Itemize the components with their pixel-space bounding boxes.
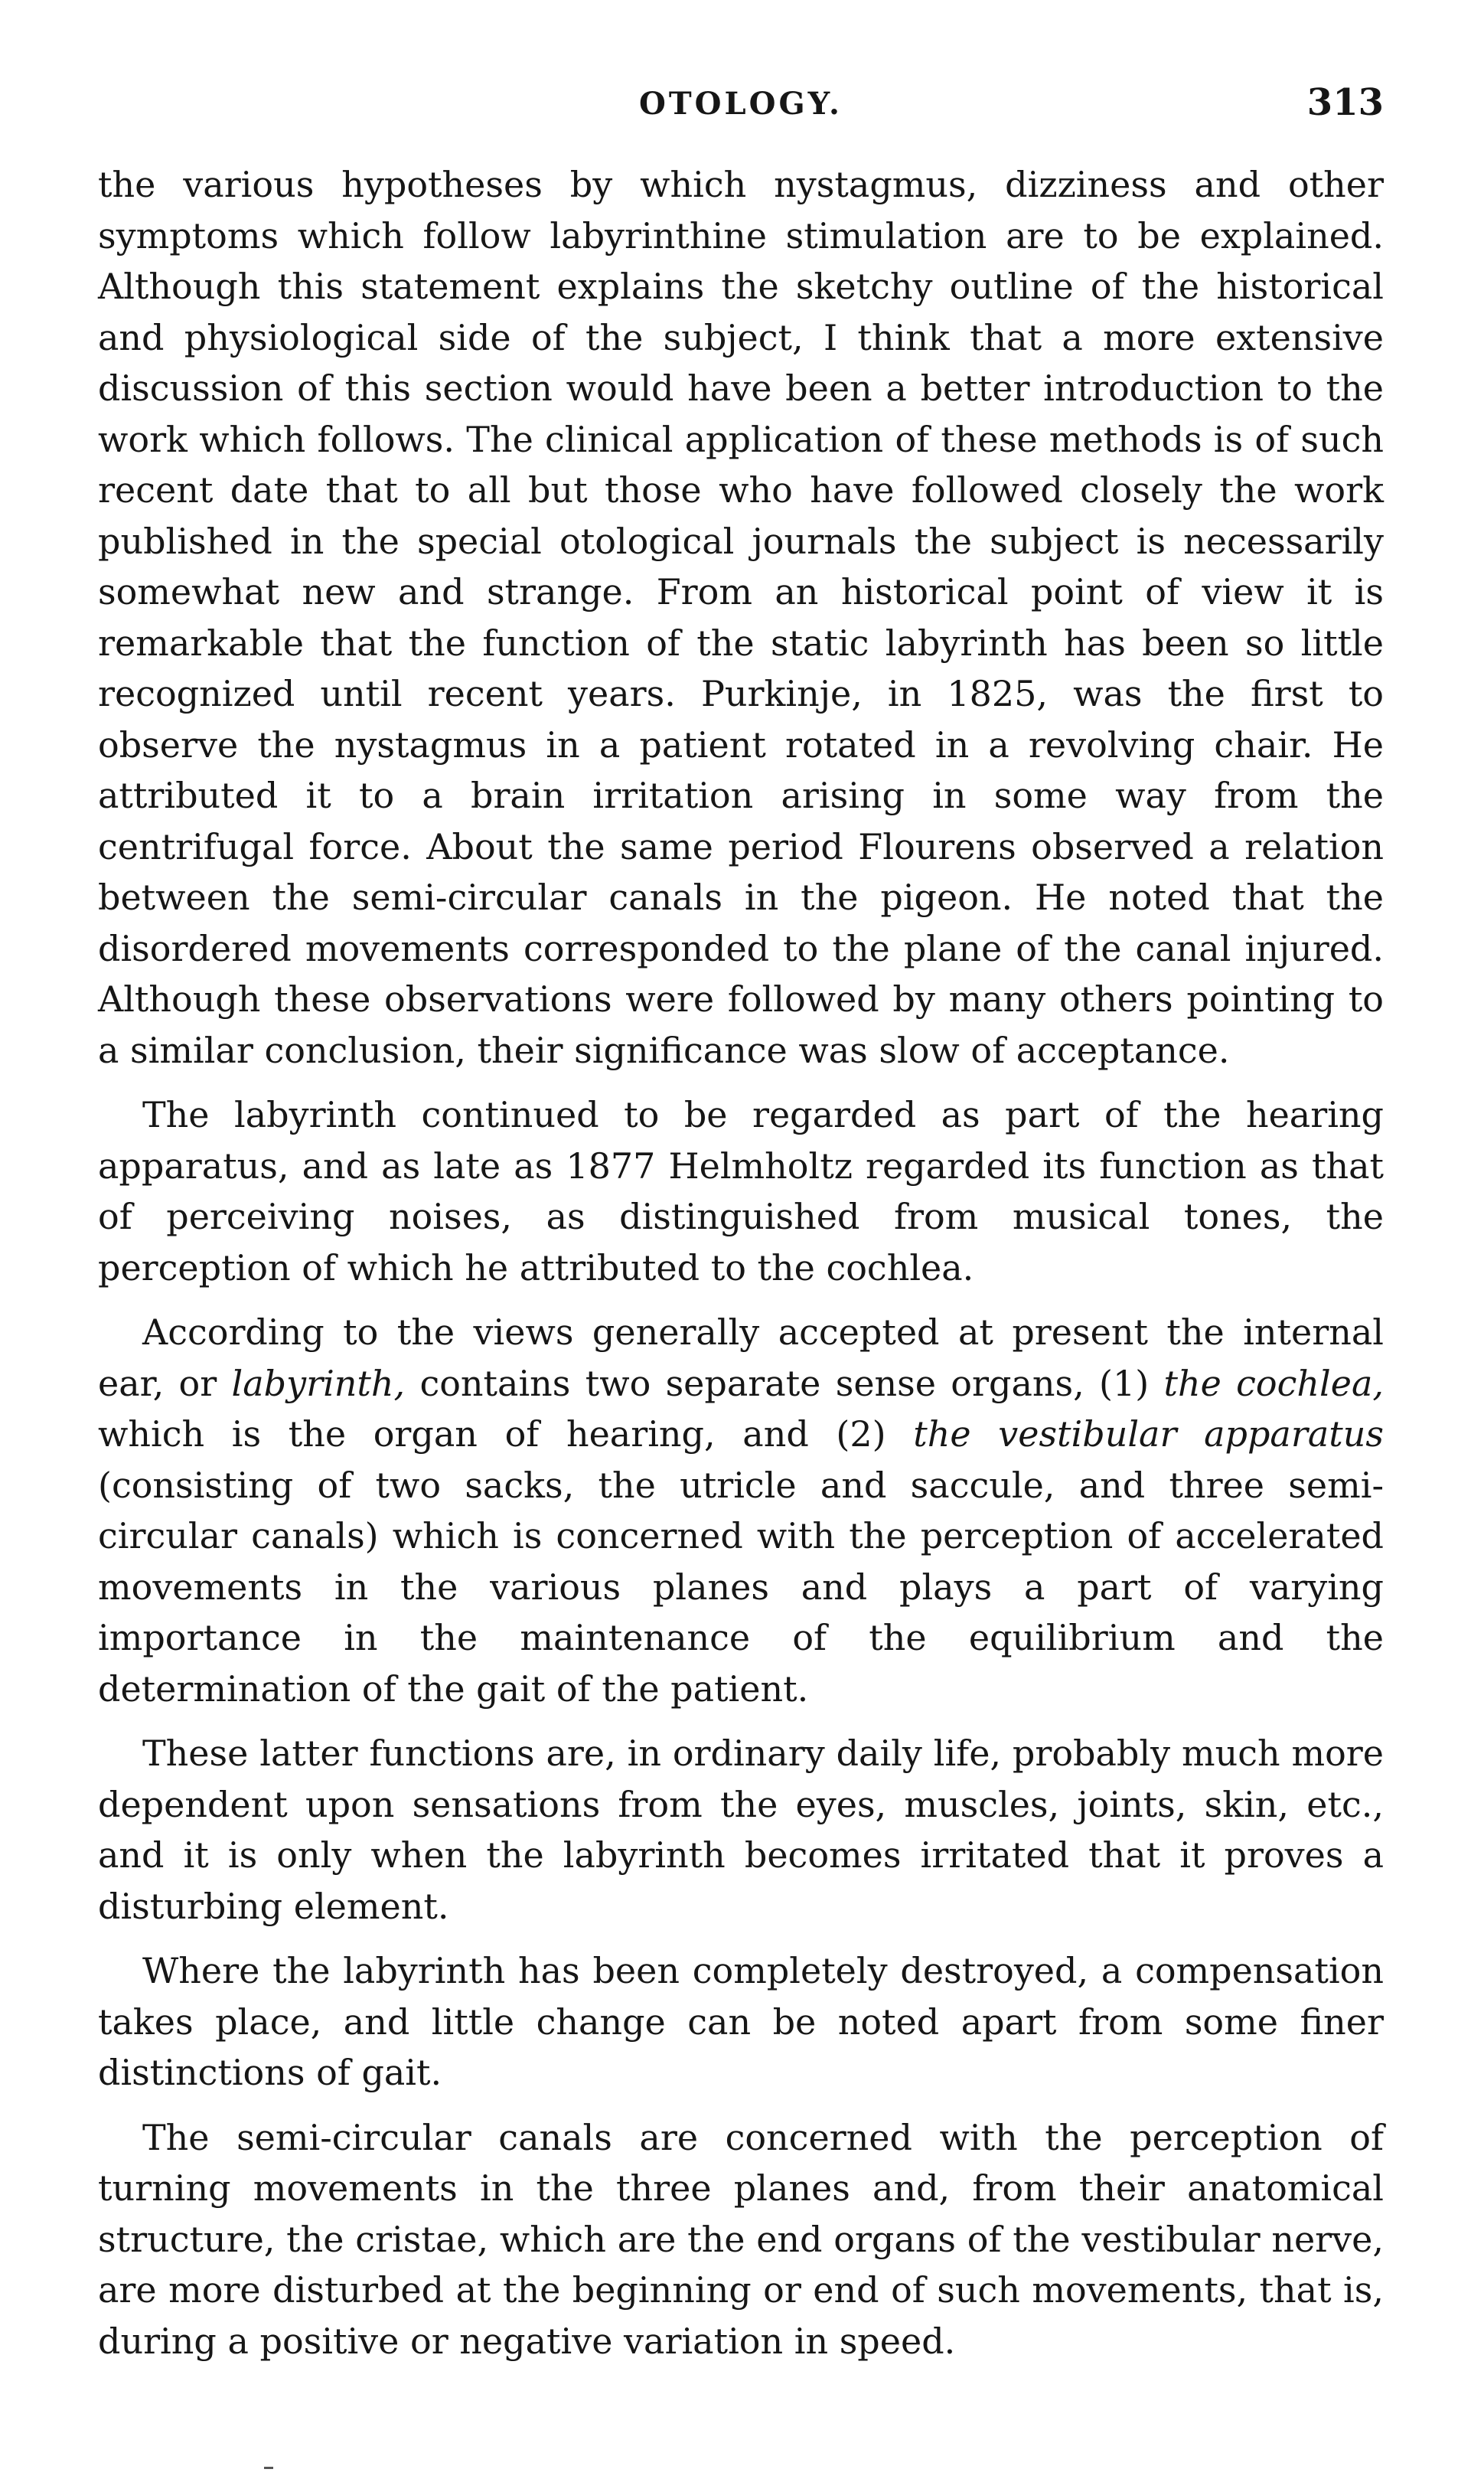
page-number: 313 — [1306, 81, 1384, 124]
paragraph-semicircular-canals: The semi-circular canals are concerned with the perception of turning movements in the three planes and, from their anatomical structure, the cristae, which are the end organs of the vestibular nerve, are more disturbed at the beginning or end of such movements, that is, during a positive or negative variation in speed. — [98, 2116, 1384, 2362]
running-head — [98, 81, 1384, 132]
body-text — [98, 159, 1384, 2380]
running-title: OTOLOGY. — [639, 86, 843, 122]
paragraph-text-segment: which is the organ of hearing, and (2) — [98, 1413, 914, 1455]
paragraph-text-segment: According to the views generally accepted at present the internal ear, or — [98, 1311, 1384, 1404]
paragraph-latter-functions: These latter functions are, in ordinary daily life, probably much more dependent upon sensations from the eyes, muscles, joints, skin, etc., and it is only when the labyrinth becomes irritated that it proves a disturbing element. — [98, 1733, 1384, 1927]
italic-term-vestibular-apparatus: the vestibular apparatus — [913, 1413, 1384, 1455]
paragraph-text-segment: contains two separate sense organs, (1) — [405, 1362, 1164, 1404]
paragraph-labyrinth-history: The labyrinth continued to be regarded as part of the hearing apparatus, and as late as 1877 Helmholtz regarded its function as that of perceiving noises, as distinguished from musical tones, the perception of which he attributed to the cochlea. — [98, 1094, 1384, 1288]
paragraph-continued: the various hypotheses by which nystagmus, dizziness and other symptoms which follow labyrinthine stimulation are to be explained. Although this statement explains the sketchy outline of the historical and physiological side of the subject, I think that a more extensive discussion of this section would have been a better introduction to the work which follows. The clinical application of these methods is of such recent date that to all but those who have followed closely the work published in the special otological journals the subject is necessarily somewhat new and strange. From an historical point of view it is remarkable that the function of the static labyrinth has been so little recognized until recent years. Purkinje, in 1825, was the first to observe the nystagmus in a patient rotated in a revolving chair. He attributed it to a brain irritation arising in some way from the centrifugal force. About the same period Flourens observed a relation between the semi-circular canals in the pigeon. He noted that the disordered movements corresponded to the plane of the canal injured. Although these observations were followed by many others pointing to a similar conclusion, their significance was slow of acceptance. — [98, 164, 1384, 1071]
paragraph-text-segment: (consisting of two sacks, the utricle and saccule, and three semi-circular canals) which is concerned with the perception of accelerated movements in the various planes and plays a part of varying importance in the maintenance of the equilibrium and the determination of the gait of the patient. — [98, 1464, 1384, 1710]
paragraph-compensation: Where the labyrinth has been completely destroyed, a compensation takes place, and little change can be noted apart from some finer distinctions of gait. — [98, 1950, 1384, 2093]
italic-term-cochlea: the cochlea, — [1163, 1362, 1384, 1404]
paragraph-internal-ear — [98, 1307, 1384, 1714]
footer-mark — [264, 2467, 273, 2469]
italic-term-labyrinth: labyrinth, — [231, 1362, 406, 1404]
